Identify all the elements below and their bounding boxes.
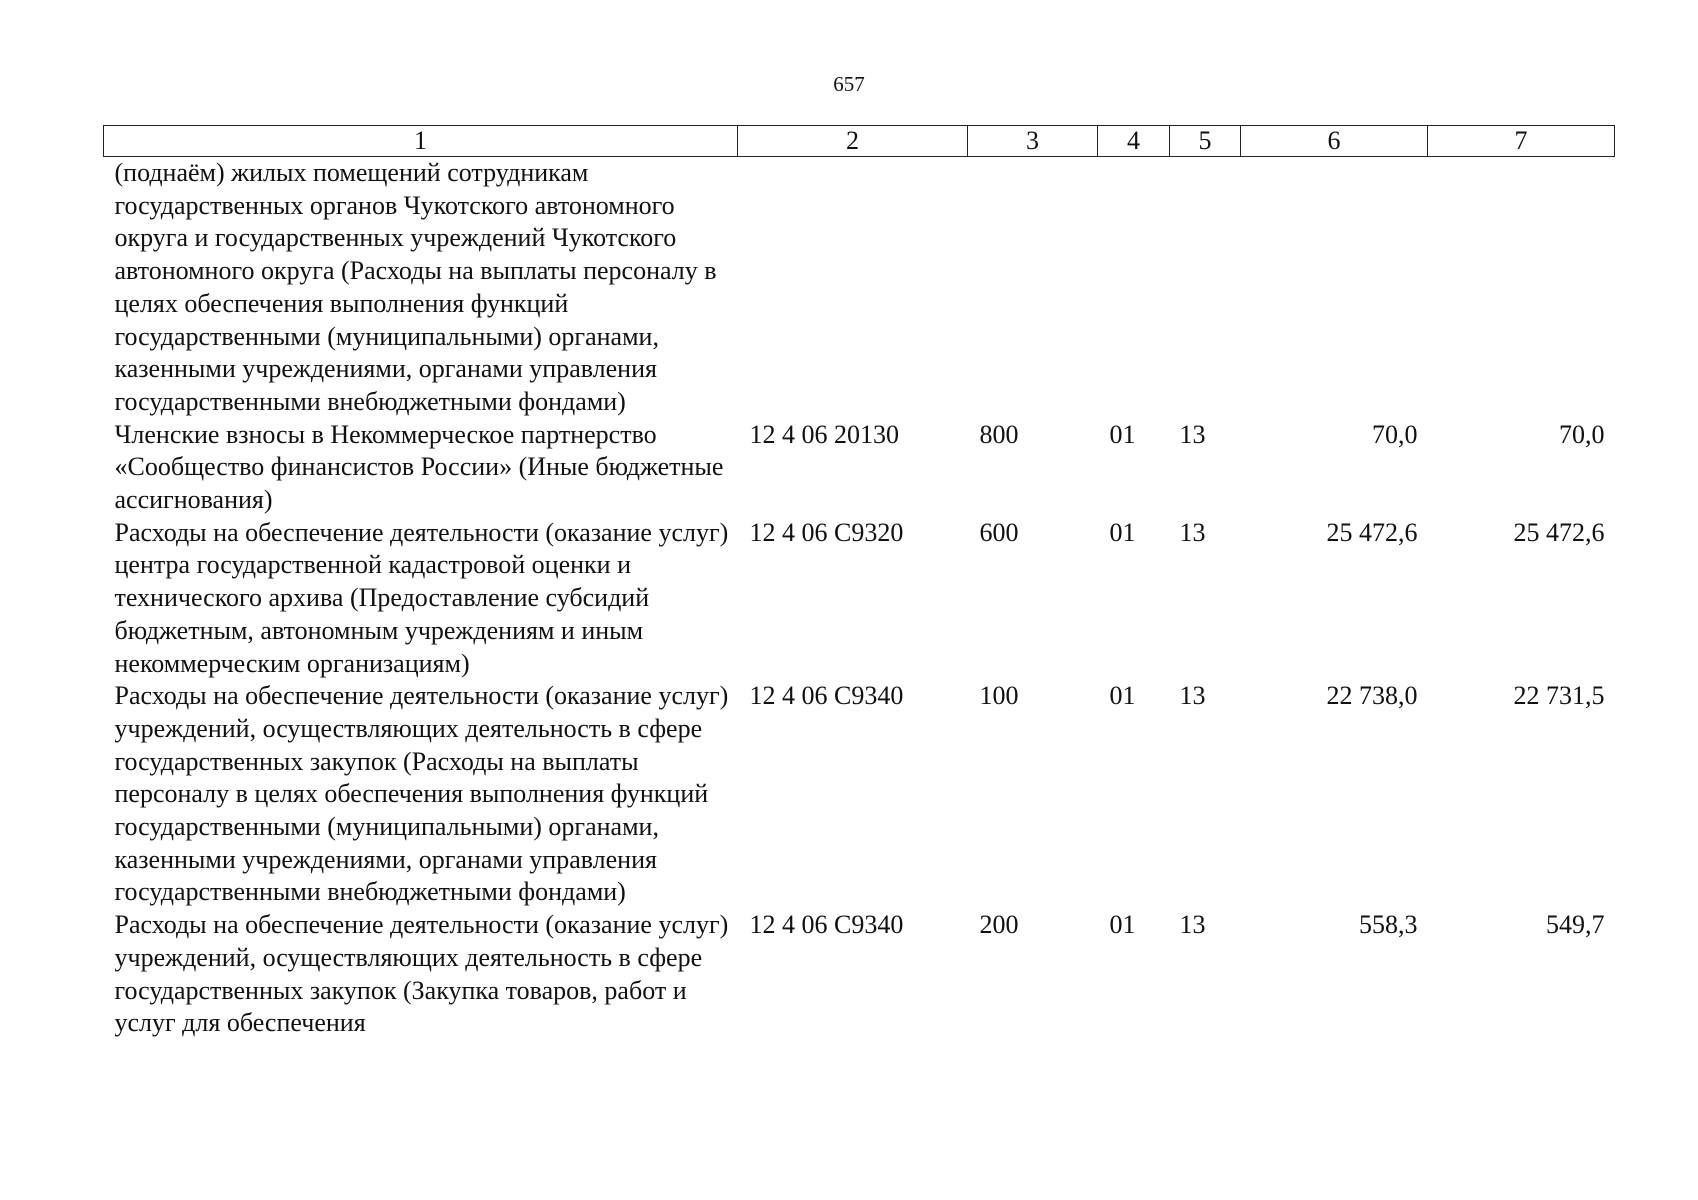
- page-number: 657: [833, 72, 865, 96]
- amount-column-7: 549,7: [1546, 910, 1605, 940]
- amount-column-6: 558,3: [1359, 910, 1418, 940]
- amount-column-6: 70,0: [1372, 419, 1418, 449]
- table-row: [104, 419, 1615, 517]
- amount-column-7: [1428, 157, 1615, 419]
- subsection-code: [1170, 157, 1241, 419]
- column-number-header: [104, 126, 1615, 157]
- column-header-4: 4: [1098, 126, 1170, 157]
- column-header-1: 1: [104, 126, 738, 157]
- expense-name: Расходы на обеспечение деятельности (оказание услуг) центра государственной кадастровой оценки и технического архива (Предоставление субсидий бюджетным, автономным учреждениям и иным некоммерческим организациям): [114, 517, 729, 678]
- budget-table: [103, 125, 1615, 1040]
- amount-column-7: 70,0: [1559, 419, 1605, 449]
- expense-name: (поднаём) жилых помещений сотрудникам государственных органов Чукотского автономного округа и государственных учреждений Чукотского автономного округа (Расходы на выплаты персоналу в целях обеспечения выполнения функций государственными (муниципальными) органами, казенными учреждениями, органами управления государственными внебюджетными фондами): [114, 158, 717, 416]
- table-row: [104, 157, 1615, 419]
- section-code: [1098, 157, 1170, 419]
- amount-column-7: 25 472,6: [1513, 517, 1605, 547]
- target-article-code: [738, 157, 968, 419]
- table-row: [104, 680, 1615, 909]
- section-code: 01: [1109, 681, 1136, 711]
- subsection-code: 13: [1179, 517, 1206, 547]
- subsection-code: 13: [1179, 681, 1206, 711]
- amount-column-6: 22 738,0: [1326, 681, 1418, 711]
- column-header-5: 5: [1170, 126, 1241, 157]
- target-article-code: 12 4 06 С9340: [749, 681, 904, 711]
- table-row: [104, 909, 1615, 1040]
- expense-type-code: 200: [979, 910, 1019, 940]
- expense-type-code: 100: [979, 681, 1019, 711]
- expense-name: Расходы на обеспечение деятельности (оказание услуг) учреждений, осуществляющих деятельность в сфере государственных закупок (Закупка товаров, работ и услуг для обеспечения: [114, 910, 729, 1038]
- amount-column-7: 22 731,5: [1513, 681, 1605, 711]
- column-header-6: 6: [1241, 126, 1428, 157]
- amount-column-6: [1241, 157, 1428, 419]
- section-code: 01: [1109, 419, 1136, 449]
- subsection-code: 13: [1179, 419, 1206, 449]
- expense-type-code: 600: [979, 517, 1019, 547]
- section-code: 01: [1109, 910, 1136, 940]
- target-article-code: 12 4 06 20130: [749, 419, 899, 449]
- column-header-7: 7: [1428, 126, 1615, 157]
- subsection-code: 13: [1179, 910, 1206, 940]
- column-header-3: 3: [968, 126, 1098, 157]
- target-article-code: 12 4 06 С9320: [749, 517, 904, 547]
- amount-column-6: 25 472,6: [1326, 517, 1418, 547]
- expense-type-code: [968, 157, 1098, 419]
- expense-name: Расходы на обеспечение деятельности (оказание услуг) учреждений, осуществляющих деятельность в сфере государственных закупок (Расходы на выплаты персоналу в целях обеспечения выполнения функций государственными (муниципальными) органами, казенными учреждениями, органами управления государственными внебюджетными фондами): [114, 681, 729, 907]
- section-code: 01: [1109, 517, 1136, 547]
- target-article-code: 12 4 06 С9340: [749, 910, 904, 940]
- expense-name: Членские взносы в Некоммерческое партнерство «Сообщество финансистов России» (Иные бюджетные ассигнования): [114, 419, 724, 515]
- table-row: [104, 517, 1615, 681]
- column-header-2: 2: [738, 126, 968, 157]
- expense-type-code: 800: [979, 419, 1019, 449]
